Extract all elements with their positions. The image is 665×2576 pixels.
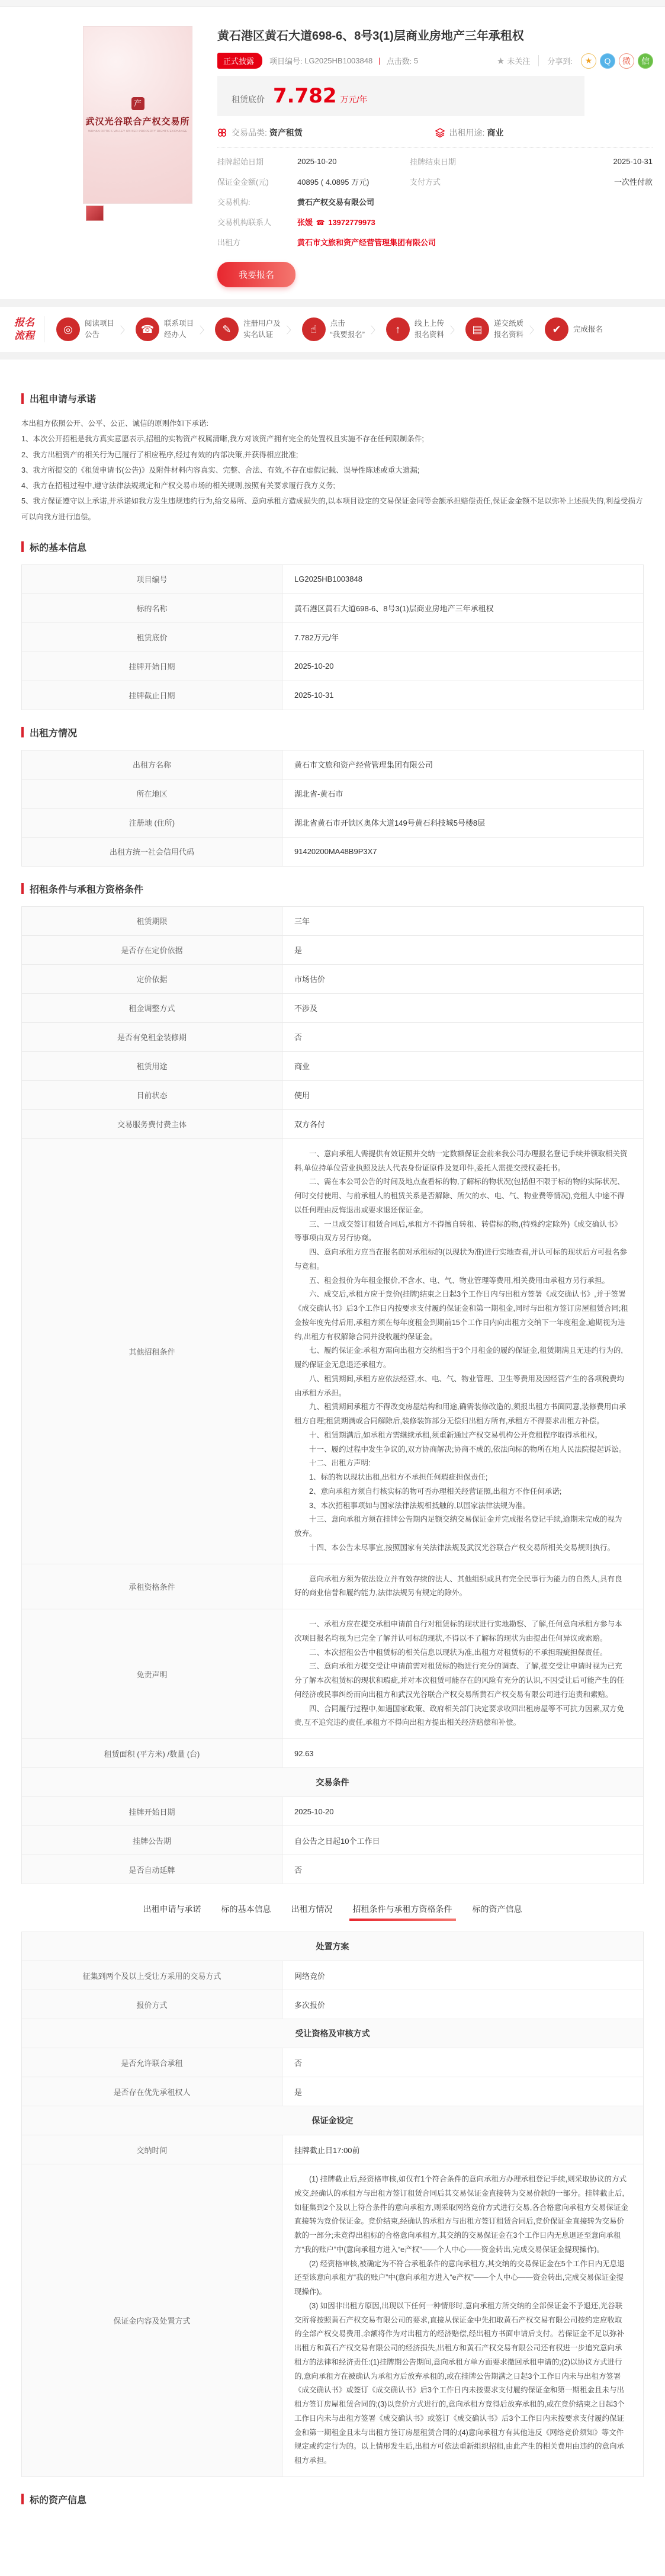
- phone-circle-icon: ☎: [136, 317, 159, 341]
- contact-name: 张媛: [297, 218, 313, 227]
- process-title: 报名 流程: [14, 316, 44, 342]
- table-row: 是否存在优先承租权人 是: [22, 2077, 643, 2106]
- field-label-exchange-org: 交易机构:: [217, 198, 250, 207]
- chevron-right-icon: 〉: [200, 325, 210, 336]
- section-title-conditions: 招租条件与承租方资格条件: [21, 882, 644, 896]
- tab-promise[interactable]: 出租申请与承诺: [143, 1904, 201, 1914]
- basic-info-table: [21, 564, 644, 710]
- category-clover-icon: [217, 128, 227, 137]
- share-label: 分享到:: [538, 55, 573, 66]
- table-row-disclaimer: 免责声明 一、承租方应在提交承租申请前自行对租赁标的现状进行实地勘察、了解,任何意向承租方参与本次项目报名均视为已完全了解并认可标的现状,不得以不了解标的现状为由提出任何异议或索赔。 二、本次招租公告中租赁标的相关信息以现状为准,出租方对租赁标的不承担瑕疵担保责任。 三、意向承租方提交受让申请前需对租赁标的物进行充分的调查、了解,提交受让申请时视为已充分了解本次租赁标的现状和瑕疵,并对本次租赁可能存在的风险有充分的认识,不因受让后可能产生的任何经济或民事纠纷而向出租方和武汉光谷联合产权交易所黄石产权交易有限公司进行追责和索赔。 四、合同履行过程中,如遇国家政策、政府相关部门决定要求收回出租房屋等不可抗力因素,双方免责,互不追究违约责任,承租方不得向出租方提出相关经济赔偿和补偿。: [22, 1609, 643, 1739]
- table-row: 租金调整方式 不涉及: [22, 994, 643, 1023]
- field-label-payment: 支付方式: [410, 178, 441, 187]
- check-icon: ✔: [545, 317, 568, 341]
- group-header-trade-conditions: 交易条件: [22, 1768, 643, 1797]
- group-header-review: 受让资格及审核方式: [22, 2019, 643, 2048]
- field-value-exchange-org: 黄石产权交易有限公司: [297, 198, 375, 207]
- top-bar: [0, 0, 665, 7]
- table-row: 挂牌公告期 自公告之日起10个工作日: [22, 1826, 643, 1855]
- chevron-right-icon: 〉: [449, 325, 460, 336]
- section-title-promise: 出租申请与承诺: [21, 392, 644, 405]
- follow-star-icon[interactable]: ★: [496, 56, 505, 66]
- exchange-logo-image: [83, 26, 192, 204]
- gallery-thumbnail[interactable]: [86, 206, 104, 221]
- table-row: 注册地 (住所) 湖北省黄石市开铁区奥体大道149号黄石科技城5号楼8层: [22, 809, 643, 838]
- process-step-upload: ↑ 线上上传 报名资料: [386, 317, 444, 341]
- table-row: 交易服务费付费主体 双方各付: [22, 1110, 643, 1139]
- table-row: 是否自动延牌 否: [22, 1855, 643, 1884]
- status-badge: 正式披露: [217, 53, 262, 69]
- table-row-area: 租赁面积 (平方米) /数量 (台) 92.63: [22, 1739, 643, 1768]
- project-no-label: 项目编号:: [269, 57, 303, 66]
- project-no: LG2025HB1003848: [304, 56, 373, 65]
- field-value-list-start-date: 2025-10-20: [297, 157, 337, 166]
- price-value: 7.782: [273, 84, 337, 108]
- group-header-deposit: 保证金设定: [22, 2106, 643, 2135]
- field-value-deposit: 40895 ( 4.0895 万元): [297, 178, 370, 187]
- field-label-deposit: 保证金金额(元): [217, 178, 269, 187]
- table-row-deposit-handling: 保证金内容及处置方式 (1) 挂牌截止后,经资格审核,如仅有1个符合条件的意向承租方办理承租登记手续,则采取协议的方式成交,经确认的承租方与出租方签订租赁合同后其交易保证金直接转为交易价款的一部分。挂牌截止后,如征集到2个及以上符合条件的意向承租方,则采取网络竞价方式进行交易,各合格意向承租方交易保证金直接转为竞价保证金。竞价结束,经确认的承租方与出租方签订租赁合同后,竞价保证金直接转为交易价款的一部分;未竞得出租标的合格意向承租方,其交纳的交易保证金在3个工作日内无息退还至意向承租方“我的账户”中(意向承租方进入“e产权”——个人中心——资金转出,完成交易保证金提现操作)。 (2) 经资格审核,被确定为不符合承租条件的意向承租方,其交纳的交易保证金在5个工作日内无息退还至该意向承租方“我的账户”中(意向承租方进入“e产权”——个人中心——资金转出,完成交易保证金提现操作)。 (3) 如因非出租方原因,出现以下任何一种情形时,意向承租方所交纳的全部保证金不予退还,光谷联交所将按照黄石产权交易有限公司的要求,直接从保证金中先扣取黄石产权交易有限公司按约定应收取的全部产权交易费用,余额将作为对出租方的经济赔偿,经出租方书面申请后支付。若保证金不足以弥补出租方和黄石产权交易有限公司的经济损失,出租方和黄石产权交易有限公司还有权进一步追究意向承租方的法律和经济责任:(1)挂牌期公告期间,意向承租方单方面要求撤回承租申请的;(2)以协议方式进行的,意向承租方在被确认为承租方后放弃承租的,或在挂牌公告期满之日起3个工作日内未与出租方签署《成交确认书》或签订《成交确认书》后3个工作日内未按要求支付履约保证金和第一期租金且未与出租方签订房屋租赁合同的;(3)以竞价方式进行的,意向承租方竞得后放弃承租的,或在竞价结束之日起3个工作日内未与出租方签署《成交确认书》或签订《成交确认书》后3个工作日内未按要求支付履约保证金和第一期租金且未与出租方签订房屋租赁合同的;(4)意向承租方有其他违反《网络竞价须知》等文件规定或约定行为的。以上情形发生后,出租方可依法重新组织招租,由此产生的相关费用由违约的意向承租方承担。: [22, 2164, 643, 2477]
- table-row: 租赁期限 三年: [22, 907, 643, 936]
- process-step-submit-paper: ▤ 递交纸质 报名资料: [465, 317, 523, 341]
- tab-asset-info[interactable]: 标的资产信息: [472, 1904, 522, 1914]
- category-value: 资产租赁: [269, 128, 303, 137]
- disposal-table: [21, 1932, 644, 2477]
- field-value-payment: 一次性付款: [613, 178, 653, 187]
- share-wechat-icon[interactable]: 信: [638, 53, 653, 69]
- table-row: 交纳时间 挂牌截止日17:00前: [22, 2135, 643, 2164]
- price-box: [217, 76, 584, 116]
- field-label-contact: 交易机构联系人: [217, 218, 272, 227]
- lessor-info-table: [21, 750, 644, 867]
- exchange-name-en: WUHAN OPTICS VALLEY UNITED PROPERTY RIGHTS EXCHANGE: [88, 129, 188, 133]
- listing-header: [0, 7, 665, 299]
- table-row-qualification: 承租资格条件 意向承租方须为依法设立并有效存续的法人、其他组织或具有完全民事行为能力的自然人,具有良好的商业信誉和履约能力,法律法规另有规定的除外。: [22, 1564, 643, 1610]
- section-tabbar: [21, 1890, 644, 1921]
- chevron-right-icon: 〉: [529, 325, 539, 336]
- table-row: 目前状态 使用: [22, 1081, 643, 1110]
- field-label-list-start-date: 挂牌起始日期: [217, 158, 264, 166]
- follow-link[interactable]: 未关注: [507, 57, 531, 66]
- tab-conditions[interactable]: 招租条件与承租方资格条件: [353, 1903, 452, 1921]
- price-label: 租赁底价: [232, 95, 265, 104]
- share-weibo-icon[interactable]: 微: [619, 53, 634, 69]
- usage-layers-icon: [435, 128, 445, 137]
- page-title: 黄石港区黄石大道698-6、8号3(1)层商业房地产三年承租权: [217, 30, 524, 43]
- table-row: 所在地区 湖北省-黄石市: [22, 779, 643, 809]
- contact-phone-link[interactable]: 13972779973: [328, 218, 375, 227]
- process-step-register: ✎ 注册用户及 实名认证: [215, 317, 281, 341]
- exchange-name-zh: 武汉光谷联合产权交易所: [85, 116, 190, 127]
- eye-icon: ◎: [56, 317, 80, 341]
- divider-band: [0, 352, 665, 360]
- table-row: 挂牌开始日期 2025-10-20: [22, 652, 643, 681]
- field-label-list-end-date: 挂牌结束日期: [410, 158, 457, 166]
- category-label: 交易品类:: [232, 128, 267, 137]
- hand-pointer-icon: ☝: [302, 317, 326, 341]
- promise-text: 本出租方依照公开、公平、公正、诚信的原则作如下承诺: 1、本次公开招租是我方真实意愿表示,招租的实物资产权属清晰,我方对该资产拥有完全的处置权且实施不存在任何限制条件; 2、我方出租资产的相关行为已履行了相应程序,经过有效的内部决策,并获得相应批准; 3、我方所提交的《租赁申请书(公告)》及附件材料内容真实、完整、合法、有效,不存在虚假记载、误导性陈述或重大遗漏; 4、我方在招租过程中,遵守法律法规规定和产权交易市场的相关规则,按照有关要求履行我方义务; 5、我方保证遵守以上承诺,并承诺如我方发生违规违约行为,给交易所、意向承租方造成损失的,以本项目设定的交易保证金同等金额承担赔偿责任,保证金金额不足以弥补上述损失的,利益受损方可以向我方进行追偿。: [21, 419, 643, 521]
- chevron-right-icon: 〉: [286, 325, 296, 336]
- process-step-contact-agent: ☎ 联系项目 经办人: [136, 317, 194, 341]
- field-label-lessor: 出租方: [217, 238, 241, 247]
- usage-value: 商业: [487, 128, 504, 137]
- table-row: 是否存在定价依据 是: [22, 936, 643, 965]
- share-qq-icon[interactable]: Q: [600, 53, 615, 69]
- process-step-complete: ✔ 完成报名: [545, 317, 603, 341]
- meta-divider: |: [378, 56, 381, 65]
- chevron-right-icon: 〉: [120, 325, 130, 336]
- table-row: 挂牌开始日期 2025-10-20: [22, 1797, 643, 1826]
- divider-band: [0, 299, 665, 307]
- table-row: 是否有免租金装修期 否: [22, 1023, 643, 1052]
- footer-whitespace: [21, 2517, 644, 2552]
- table-row: 征集到两个及以上受让方采用的交易方式 网络竞价: [22, 1961, 643, 1990]
- table-row: 项目编号 LG2025HB1003848: [22, 565, 643, 594]
- clicks-label: 点击数:: [386, 57, 412, 66]
- table-row: 租赁用途 商业: [22, 1052, 643, 1081]
- table-row: 定价依据 市场估价: [22, 965, 643, 994]
- table-row-other-conditions: 其他招租条件 一、意向承租人需提供有效证照并交纳一定数额保证金前来我公司办理报名登记手续并领取相关资料,单位持单位营业执照及法人代表身份证原件及复印件,委托人需提交授权委托书。 二、需在本公司公告的时间及地点查看标的物,了解标的物状况(包括但不限于标的物的实际状况、何时交付使用、与前承租人的租赁关系是否解除、所欠的水、电、气、物业费等情况),竞租人中途不得以任何理由反悔退出或要求退还保证金。 三、一旦成交签订租赁合同后,承租方不得擅自转租、转借标的物,(特殊约定除外)《成交确认书》等事项由双方另行协商。 四、意向承租方应当在报名前对承租标的(以现状为准)进行实地查看,并认可标的现状后方可报名参与竞租。 五、租金报价为年租金报价,不含水、电、气、物业管理等费用,相关费用由承租方另行承担。 六、成交后,承租方应于竞价(挂牌)结束之日起3个工作日内与出租方签署《成交确认书》,并于签署《成交确认书》后3个工作日内按要求支付履约保证金和第一期租金,同时与出租方签订房屋租赁合同;租金按年度先付后用,承租方须在每年度租金到期前15个工作日内向出租方交纳下一年度租金,逾期视为违约,出租方有权解除合同并没收履约保证金。 七、履约保证金:承租方需向出租方交纳相当于3个月租金的履约保证金,租赁期满且无违约行为的,履约保证金无息退还承租方。 八、租赁期间,承租方应依法经营,水、电、气、物业管理、卫生等费用及因经营产生的各项税费均由承租方承担。 九、租赁期间承租方不得改变房屋结构和用途,确需装修改造的,须报出租方书面同意,装修费用由承租方自理;租赁期满或合同解除后,装修装饰部分无偿归出租方所有,承租方不得要求出租方补偿。 十、租赁期满后,如承租方需继续承租,须重新通过产权交易机构公开竞租程序取得承租权。 十一、履约过程中发生争议的,双方协商解决;协商不成的,依法向标的物所在地人民法院提起诉讼。 十二、出租方声明: 1、标的物以现状出租,出租方不承担任何瑕疵担保责任; 2、意向承租方须自行核实标的物可否办理相关经营证照,出租方不作任何承诺; 3、本次招租事项如与国家法律法规相抵触的,以国家法律法规为准。 十三、意向承租方须在挂牌公告期内足额交纳交易保证金并完成报名登记手续,逾期未完成的视为放弃。 十四、本公告未尽事宜,按照国家有关法律法规及武汉光谷联合产权交易所相关交易规则执行。: [22, 1139, 643, 1564]
- share-qzone-icon[interactable]: ★: [581, 53, 596, 69]
- table-row: 是否允许联合承租 否: [22, 2048, 643, 2077]
- conditions-table: [21, 906, 644, 1884]
- document-icon: ▤: [465, 317, 489, 341]
- clicks-count: 5: [413, 56, 419, 65]
- phone-icon: ☎: [316, 219, 325, 227]
- table-row: 挂牌截止日期 2025-10-31: [22, 681, 643, 710]
- tab-lessor-info[interactable]: 出租方情况: [291, 1904, 333, 1914]
- process-step-click-apply: ☝ 点击 “我要报名”: [302, 317, 365, 341]
- upload-icon: ↑: [386, 317, 410, 341]
- price-unit: 万元/年: [340, 95, 368, 104]
- section-title-asset-info: 标的资产信息: [21, 2492, 644, 2506]
- table-row: 出租方统一社会信用代码 91420200MA48B9P3X7: [22, 838, 643, 867]
- table-row: 租赁底价 7.782万元/年: [22, 623, 643, 652]
- signup-process-bar: [0, 307, 665, 352]
- table-row: 出租方名称 黄石市文旅和资产经营管理集团有限公司: [22, 750, 643, 779]
- chevron-right-icon: 〉: [370, 325, 380, 336]
- usage-label: 出租用途:: [449, 128, 485, 137]
- section-title-lessor-info: 出租方情况: [21, 726, 644, 739]
- field-value-list-end-date: 2025-10-31: [613, 157, 653, 166]
- exchange-seal-icon: 产: [131, 97, 144, 110]
- section-title-basic-info: 标的基本信息: [21, 540, 644, 554]
- field-value-lessor-link[interactable]: 黄石市文旅和资产经营管理集团有限公司: [297, 238, 436, 247]
- register-icon: ✎: [215, 317, 239, 341]
- tab-basic-info[interactable]: 标的基本信息: [221, 1904, 271, 1914]
- apply-button[interactable]: 我要报名: [217, 262, 295, 287]
- process-step-read-announcement: ◎ 阅读项目 公告: [56, 317, 114, 341]
- group-header-disposal: 处置方案: [22, 1932, 643, 1961]
- table-row: 标的名称 黄石港区黄石大道698-6、8号3(1)层商业房地产三年承租权: [22, 594, 643, 623]
- table-row: 报价方式 多次报价: [22, 1990, 643, 2019]
